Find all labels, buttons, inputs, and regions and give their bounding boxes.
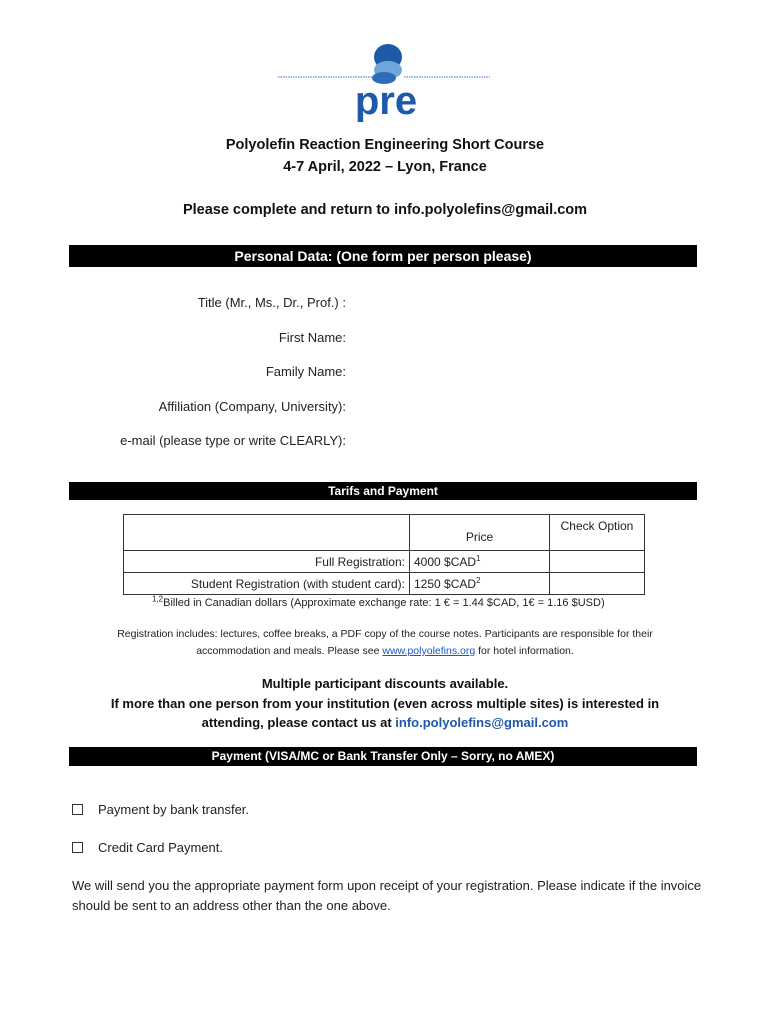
affiliation-field-label: Affiliation (Company, University):	[158, 399, 346, 414]
includes-suffix: for hotel information.	[475, 645, 574, 657]
family-name-field-label: Family Name:	[265, 364, 346, 379]
pre-logo	[276, 40, 492, 122]
table-row	[124, 551, 645, 573]
payment-bar: Payment (VISA/MC or Bank Transfer Only – Sorry, no AMEX)	[69, 747, 697, 766]
bank-transfer-checkbox[interactable]	[72, 804, 83, 815]
footnote-text: Billed in Canadian dollars (Approximate exchange rate: 1 € = 1.44 $CAD, 1€ = 1.16 $USD)	[163, 597, 605, 609]
includes-line-2	[0, 645, 770, 657]
student-price-note: 2	[476, 575, 481, 585]
student-registration-label: Student Registration (with student card):	[124, 573, 410, 595]
course-dates-location: 4-7 April, 2022 – Lyon, France	[283, 159, 487, 175]
student-registration-price	[410, 573, 550, 595]
discount-line-3	[0, 715, 770, 730]
return-prefix: Please complete and return to	[182, 202, 395, 218]
tarifs-bar: Tarifs and Payment	[69, 482, 697, 500]
return-instructions	[0, 202, 770, 218]
personal-data-bar: Personal Data: (One form per person please)	[69, 245, 697, 267]
price-header: Price	[410, 515, 550, 551]
discount-contact-email[interactable]: info.polyolefins@gmail.com	[395, 715, 569, 730]
course-title: Polyolefin Reaction Engineering Short Course	[225, 137, 545, 153]
email-field-label: e-mail (please type or write CLEARLY):	[120, 433, 346, 448]
full-registration-label: Full Registration:	[124, 551, 410, 573]
table-header-empty	[124, 515, 410, 551]
discount-line-2: If more than one person from your institution (even across multiple sites) is interested in	[110, 696, 660, 711]
closing-paragraph: We will send you the appropriate payment form upon receipt of your registration. Please indicate if the invoice should be sent to an address other than the one above.	[72, 878, 702, 913]
student-price-value: 1250 $CAD	[414, 576, 477, 591]
bank-transfer-label: Payment by bank transfer.	[98, 802, 250, 817]
table-row	[124, 573, 645, 595]
full-price-value: 4000 $CAD	[414, 554, 477, 569]
table-header-row	[124, 515, 645, 551]
title-field-label: Title (Mr., Ms., Dr., Prof.) :	[197, 295, 346, 310]
credit-card-label: Credit Card Payment.	[98, 840, 223, 855]
full-price-note: 1	[476, 553, 481, 563]
return-email: info.polyolefins@gmail.com	[394, 202, 588, 218]
bank-transfer-option	[72, 802, 249, 817]
credit-card-option	[72, 840, 223, 855]
discount-heading: Multiple participant discounts available.	[261, 676, 509, 691]
includes-prefix: accommodation and meals. Please see	[196, 645, 383, 657]
credit-card-checkbox[interactable]	[72, 842, 83, 853]
tarifs-table	[123, 514, 645, 595]
includes-line-1: Registration includes: lectures, coffee breaks, a PDF copy of the course notes. Participants are responsible for their	[117, 628, 653, 640]
logo-graphic	[276, 40, 492, 122]
logo-text: pre	[354, 79, 418, 122]
polyolefins-website-link[interactable]: www.polyolefins.org	[382, 645, 476, 657]
discount-contact-prefix: attending, please contact us at	[201, 715, 396, 730]
check-option-header: Check Option	[550, 515, 645, 551]
first-name-field-label: First Name:	[278, 330, 346, 345]
billing-footnote	[152, 594, 605, 609]
footnote-mark: 1,2	[152, 594, 164, 604]
student-registration-check[interactable]	[550, 573, 645, 595]
full-registration-price	[410, 551, 550, 573]
full-registration-check[interactable]	[550, 551, 645, 573]
